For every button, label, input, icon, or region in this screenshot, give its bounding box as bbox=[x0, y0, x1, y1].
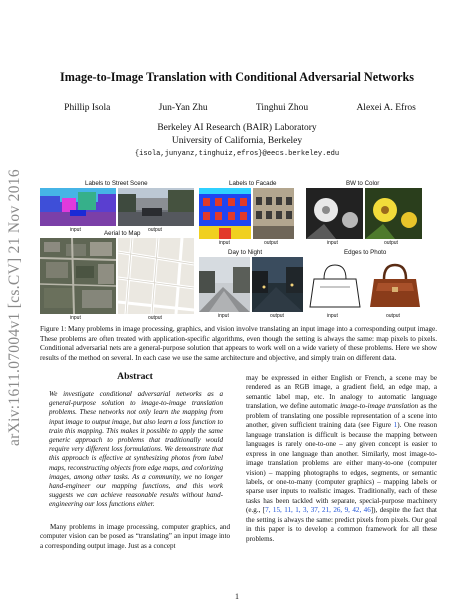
panel-label-edges: Edges to Photo bbox=[344, 249, 387, 256]
body-text: as the problem of translating one possible representation of a scene into another, given sufficient training data (see Figure bbox=[246, 402, 438, 430]
aerial-input-image bbox=[40, 238, 116, 314]
panel-label-bw: BW to Color bbox=[346, 180, 380, 187]
body-text-italic: image-to-image translation bbox=[340, 402, 419, 411]
edges-output-label: output bbox=[386, 313, 400, 319]
abstract-text: We investigate conditional adversarial networks as a general-purpose solution to image-to-image translation problems. These networks not only learn the mapping from input image to output image, but also learn a loss function to train this mapping. This makes it possible to apply the same generic approach to problems that traditionally would require very different loss formulations. We demonstrate that this approach is effective at synthesizing photos from label maps, reconstructing objects from edge maps, and colorizing images, among other tasks. As a community, we no longer hand-engineer our mapping functions, and this work suggests we can achieve reasonable results without hand-engineering our loss functions either. bbox=[49, 390, 223, 509]
panel-label-street: Labels to Street Scene bbox=[85, 180, 148, 187]
abstract-heading: Abstract bbox=[117, 371, 153, 382]
arxiv-stamp: arXiv:1611.07004v1 [cs.CV] 21 Nov 2016 bbox=[6, 169, 23, 446]
daynight-input-label: input bbox=[218, 313, 229, 319]
author-name: Alexei A. Efros bbox=[356, 103, 416, 113]
aerial-input-label: input bbox=[70, 315, 81, 321]
bw-output-image bbox=[365, 188, 422, 239]
panel-label-facade: Labels to Facade bbox=[229, 180, 277, 187]
facade-output-label: output bbox=[264, 240, 278, 246]
body-text: may be expressed in either English or French, a scene may be rendered as an RGB image, a gradient field, an edge map, a semantic label map, etc. In analogy to automatic language translation, we define automatic bbox=[246, 374, 437, 411]
intro-paragraph: Many problems in image processing, computer graphics, and computer vision can be posed as “translating” an input image into a corresponding output image. Just as a concept bbox=[40, 523, 230, 550]
paper-title: Image-to-Image Translation with Conditional Adversarial Networks bbox=[60, 70, 414, 84]
panel-label-daynight: Day to Night bbox=[228, 249, 263, 256]
citation-links[interactable]: 7, 15, 11, 1, 3, 37, 21, 26, 9, 42, 46 bbox=[265, 506, 371, 515]
street-input-label: input bbox=[70, 227, 81, 233]
author-emails: {isola,junyanz,tinghuiz,efros}@eecs.berkeley.edu bbox=[134, 150, 340, 158]
daynight-output-label: output bbox=[270, 313, 284, 319]
figure-caption: Figure 1: Many problems in image processing, graphics, and vision involve translating an input image into a corresponding output image. These problems are often treated with application-specific algorithms, even though the setting is always the same: map pixels to pixels. Conditional adversarial nets are a general-purpose solution that appears to work well on a wide variety of these problems. Here we show results of the method on several. In each case we use the same architecture and objective, and simply train on different data. bbox=[40, 325, 437, 362]
bw-output-label: output bbox=[384, 240, 398, 246]
figure-reference-link[interactable]: 1 bbox=[393, 421, 398, 430]
street-output-label: output bbox=[148, 227, 162, 233]
author-name: Tinghui Zhou bbox=[255, 103, 309, 113]
right-column-text bbox=[246, 374, 437, 544]
facade-output-image bbox=[253, 188, 294, 239]
daynight-input-image bbox=[199, 257, 250, 312]
edges-output-image bbox=[366, 257, 424, 312]
edges-input-image bbox=[306, 257, 364, 312]
body-text: ]), despite the fact that the setting is always the same: predict pixels from pixels. Our goal in this paper is to develop a common framework for all these problems. bbox=[246, 506, 437, 543]
daynight-output-image bbox=[252, 257, 303, 312]
street-input-image bbox=[40, 188, 116, 226]
edges-input-label: input bbox=[327, 313, 338, 319]
page-number: 1 bbox=[235, 592, 239, 601]
facade-input-image bbox=[199, 188, 251, 239]
author-name: Phillip Isola bbox=[64, 103, 111, 113]
aerial-output-image bbox=[118, 238, 194, 314]
body-text: ). One reason language translation is difficult is because the mapping between languages is rarely one-to-one – any given concept is easier to express in one language than another. Similarly, most image-to-image translation problems are either many-to-one (computer vision) – mapping photographs to edges, segments, or semantic labels, or one-to-many (computer graphics) – mapping labels or sparse user inputs to realistic images. Traditionally, each of these tasks has been tackled with separate, special-purpose machinery (e.g., [ bbox=[246, 421, 437, 515]
affiliation-university: University of California, Berkeley bbox=[171, 136, 303, 146]
author-name: Jun-Yan Zhu bbox=[158, 103, 208, 113]
bw-input-image bbox=[306, 188, 363, 239]
bw-input-label: input bbox=[327, 240, 338, 246]
panel-label-aerial: Aerial to Map bbox=[104, 230, 141, 237]
affiliation-lab: Berkeley AI Research (BAIR) Laboratory bbox=[157, 123, 317, 133]
street-output-image bbox=[118, 188, 194, 226]
aerial-output-label: output bbox=[148, 315, 162, 321]
facade-input-label: input bbox=[219, 240, 230, 246]
